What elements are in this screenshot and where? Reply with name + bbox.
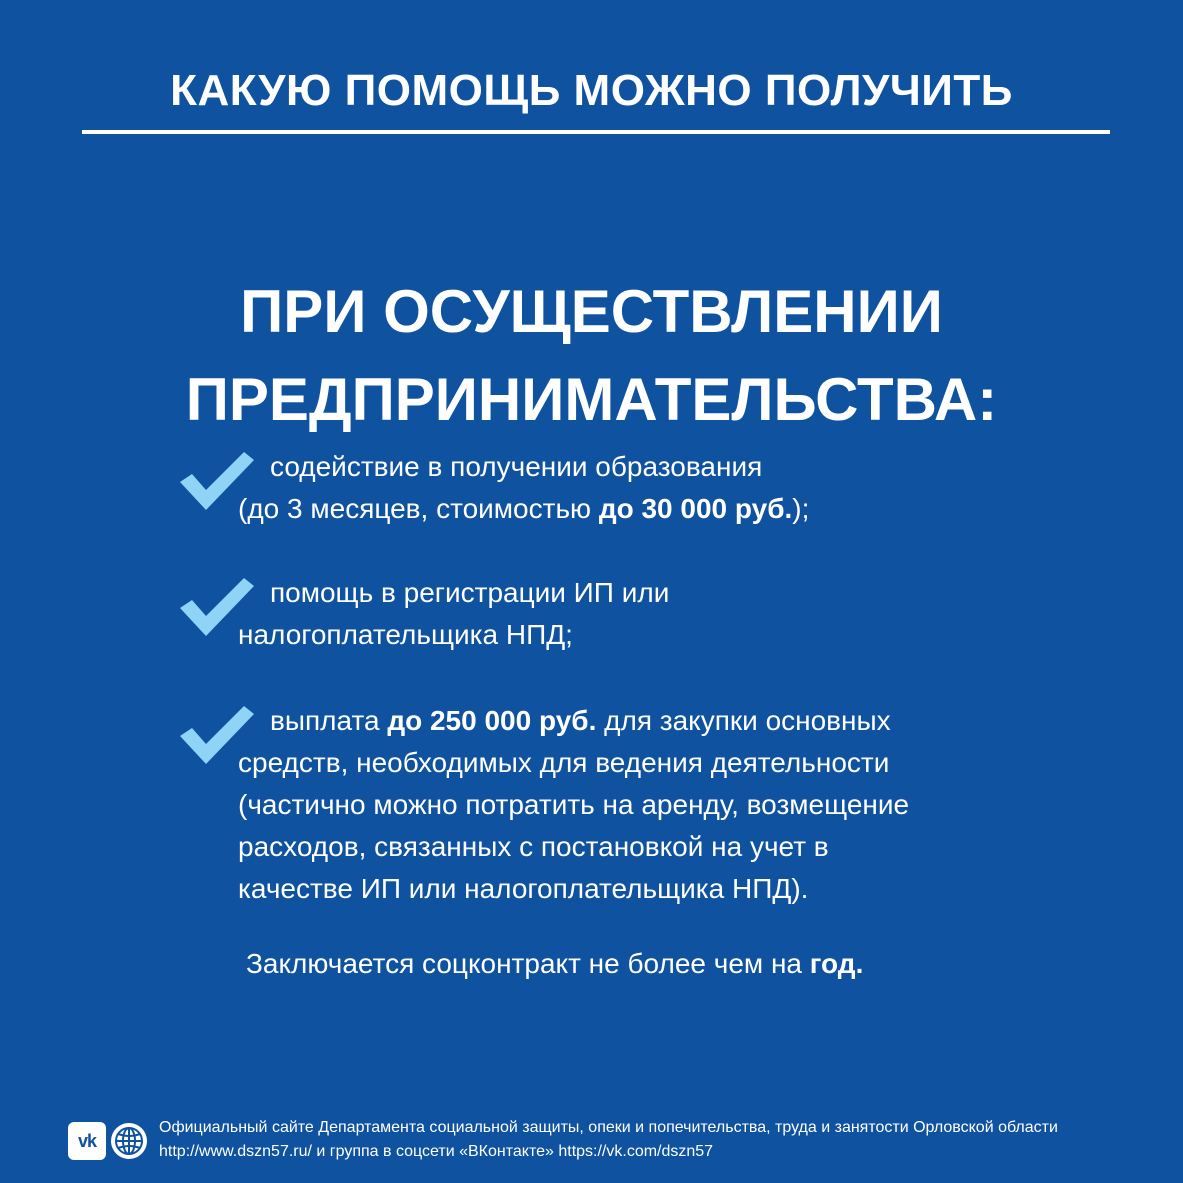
globe-icon[interactable] bbox=[110, 1122, 148, 1160]
list-item-line: качестве ИП или налогоплательщика НПД). bbox=[238, 873, 809, 904]
text-fragment: для закупки основных bbox=[596, 705, 891, 736]
title-underline bbox=[82, 130, 1110, 134]
text-fragment: выплата bbox=[270, 705, 388, 736]
contract-note bbox=[246, 944, 863, 984]
list-item-text bbox=[238, 700, 1078, 910]
footer-text bbox=[159, 1116, 1058, 1164]
list-item-line bbox=[238, 700, 1078, 742]
list-item-line bbox=[238, 488, 1078, 530]
list-item-line: помощь в регистрации ИП или bbox=[270, 577, 670, 608]
page-title: КАКУЮ ПОМОЩЬ МОЖНО ПОЛУЧИТЬ bbox=[170, 66, 1013, 115]
amount-highlight: до 30 000 руб. bbox=[598, 493, 793, 524]
list-item-text bbox=[238, 572, 1078, 656]
vk-icon[interactable]: vk bbox=[68, 1122, 106, 1160]
text-fragment: ); bbox=[792, 493, 810, 524]
section-title-line-2: ПРЕДПРИНИМАТЕЛЬСТВА: bbox=[185, 366, 998, 433]
list-item-line: (частично можно потратить на аренду, возмещение bbox=[238, 789, 910, 820]
section-title-line-1: ПРИ ОСУЩЕСТВЛЕНИИ bbox=[240, 278, 943, 345]
list-item-line: налогоплательщика НПД; bbox=[238, 619, 573, 650]
list-item-text bbox=[238, 446, 1078, 530]
list-item-line: содействие в получении образования bbox=[270, 451, 763, 482]
section-title bbox=[0, 268, 1183, 444]
footer-links[interactable]: http://www.dszn57.ru/ и группа в соцсети «ВКонтакте» https://vk.com/dszn57 bbox=[159, 1143, 714, 1160]
list-item-line: средств, необходимых для ведения деятельности bbox=[238, 747, 890, 778]
footer-line: Официальный сайте Департамента социальной защиты, опеки и попечительства, труда и занятости Орловской области bbox=[159, 1119, 1058, 1136]
list-item-line: расходов, связанных с постановкой на учет в bbox=[238, 831, 829, 862]
text-fragment: Заключается соцконтракт не более чем на bbox=[246, 948, 810, 979]
footer bbox=[68, 1116, 1148, 1166]
text-fragment: (до 3 месяцев, стоимостью bbox=[238, 493, 599, 524]
duration-highlight: год. bbox=[809, 948, 864, 979]
amount-highlight: до 250 000 руб. bbox=[387, 705, 597, 736]
